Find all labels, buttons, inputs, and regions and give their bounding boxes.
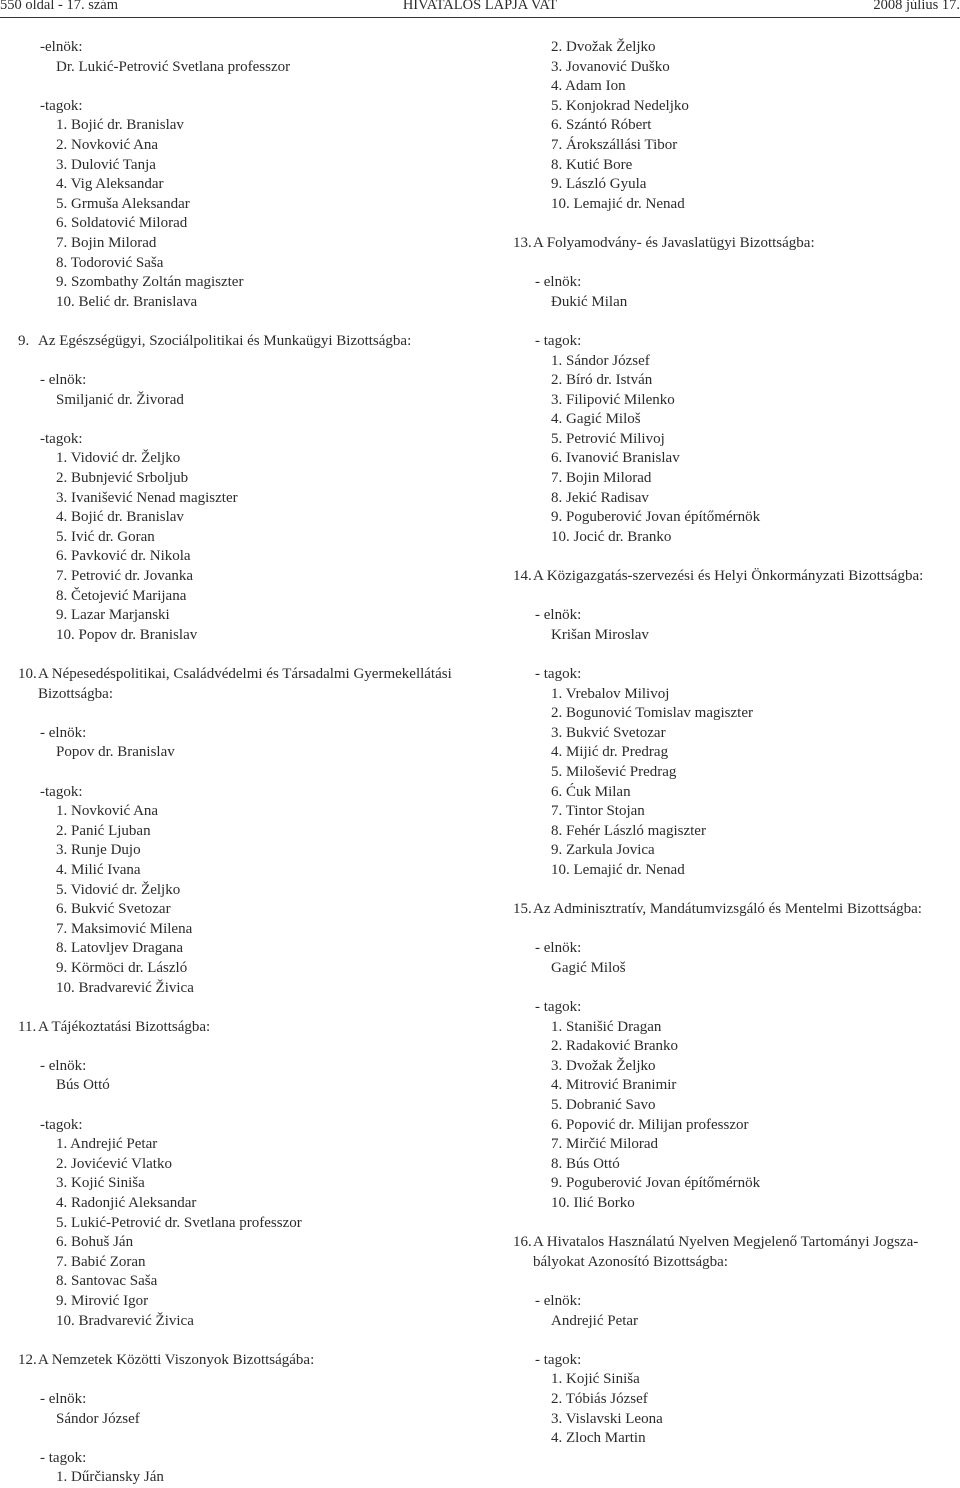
member-item: 6. Szántó Róbert bbox=[551, 117, 652, 134]
member-item: 1. Kojić Siniša bbox=[551, 1371, 640, 1388]
member-item: 6. Ivanović Branislav bbox=[551, 450, 680, 467]
member-item: 9. Szombathy Zoltán magiszter bbox=[56, 274, 244, 291]
member-item: 8. Kutić Bore bbox=[551, 156, 633, 173]
member-item: 10. Ilić Borko bbox=[551, 1195, 635, 1212]
committee-title bbox=[18, 1351, 468, 1371]
member-item: 9. Lazar Marjanski bbox=[56, 607, 170, 624]
member-item: 10. Popov dr. Branislav bbox=[56, 626, 198, 643]
left-column bbox=[18, 38, 468, 1488]
spacer bbox=[18, 312, 468, 332]
member-item: 10. Lemajić dr. Nenad bbox=[551, 195, 685, 212]
spacer bbox=[513, 979, 960, 999]
committee-name: A Nemzetek Közötti Viszonyok Bizottságába: bbox=[38, 1351, 315, 1368]
role-label: - elnök: bbox=[40, 724, 87, 741]
role-label: - elnök: bbox=[535, 607, 582, 624]
role-label: - elnök: bbox=[535, 1293, 582, 1309]
member-item: 7. Bojin Milorad bbox=[56, 234, 157, 251]
member-item: 3. Vislavski Leona bbox=[551, 1410, 663, 1427]
member-item: 7. Árokszállási Tibor bbox=[551, 136, 678, 153]
spacer bbox=[18, 1331, 468, 1351]
member-item: 2. Jovićević Vlatko bbox=[56, 1155, 172, 1172]
chair-name: Andrejić Petar bbox=[551, 1312, 639, 1329]
member-item: 4. Vig Aleksandar bbox=[56, 176, 164, 193]
chair-name: Krišan Miroslav bbox=[551, 626, 649, 643]
member-item: 2. Tóbiás József bbox=[551, 1390, 648, 1407]
member-item: 3. Dulović Tanja bbox=[56, 156, 156, 173]
role-label: -tagok: bbox=[40, 430, 83, 447]
member-item: 1. Bojić dr. Branislav bbox=[56, 117, 184, 134]
spacer bbox=[513, 1214, 960, 1234]
member-item: 8. Todorović Saša bbox=[56, 254, 164, 271]
member-item: 2. Radaković Branko bbox=[551, 1038, 679, 1055]
member-item: 4. Gagić Miloš bbox=[551, 411, 641, 428]
member-item: 10. Bradvarević Živica bbox=[56, 979, 194, 996]
member-item: 1. Andrejić Petar bbox=[56, 1136, 158, 1153]
member-item: 9. Poguberović Jovan építőmérnök bbox=[551, 1175, 761, 1192]
member-item: 10. Belić dr. Branislava bbox=[56, 293, 198, 310]
spacer bbox=[513, 547, 960, 567]
role-label: - tagok: bbox=[535, 999, 582, 1016]
spacer bbox=[513, 1331, 960, 1351]
member-item: 3. Filipović Milenko bbox=[551, 391, 675, 408]
spacer bbox=[18, 77, 468, 97]
role-label: - tagok: bbox=[40, 1449, 87, 1466]
spacer bbox=[18, 1429, 468, 1449]
role-label: - tagok: bbox=[535, 332, 582, 349]
member-item: 2. Bogunović Tomislav magiszter bbox=[551, 705, 753, 722]
member-item: 3. Ivanišević Nenad magiszter bbox=[56, 489, 238, 506]
committee-name: Az Egészségügyi, Szociálpolitikai és Munkaügyi Bizottságba: bbox=[38, 332, 412, 349]
role-label: -tagok: bbox=[40, 97, 83, 114]
member-item: 8. Santovac Saša bbox=[56, 1273, 158, 1290]
chair-name: Sándor József bbox=[56, 1410, 140, 1427]
member-item: 7. Petrović dr. Jovanka bbox=[56, 568, 194, 585]
committee-number: 13. bbox=[513, 234, 532, 251]
member-item: 1. Vrebalov Milivoj bbox=[551, 685, 670, 702]
committee-number: 11. bbox=[18, 1018, 37, 1035]
member-item: 4. Bojić dr. Branislav bbox=[56, 509, 184, 526]
member-item: 5. Vidović dr. Željko bbox=[56, 881, 181, 898]
member-item: 4. Mitrović Branimir bbox=[551, 1077, 677, 1094]
member-item: 3. Jovanović Duško bbox=[551, 58, 670, 75]
member-item: 9. Poguberović Jovan építőmérnök bbox=[551, 509, 761, 526]
member-item: 5. Konjokrad Nedeljko bbox=[551, 97, 689, 114]
member-item: 8. Četojević Marijana bbox=[56, 587, 187, 604]
page-header bbox=[0, 0, 960, 14]
committee-number: 10. bbox=[18, 666, 37, 682]
committee-title bbox=[513, 1233, 960, 1272]
committee-name: A Népesedéspolitikai, Családvédelmi és Társadalmi Gyermekellátási Bizottságba: bbox=[38, 666, 452, 702]
member-item: 7. Maksimović Milena bbox=[56, 920, 193, 937]
committee-number: 9. bbox=[18, 332, 30, 349]
member-item: 8. Fehér László magiszter bbox=[551, 822, 706, 839]
member-item: 8. Latovljev Dragana bbox=[56, 940, 184, 957]
role-label: - elnök: bbox=[40, 1057, 87, 1074]
chair-name: Bús Ottó bbox=[56, 1077, 110, 1094]
spacer bbox=[513, 587, 960, 607]
role-label: - tagok: bbox=[535, 666, 582, 682]
committee-title bbox=[18, 332, 468, 352]
member-item: 4. Mijić dr. Predrag bbox=[551, 744, 669, 761]
header-page-number: 550 oldal - 17. szám bbox=[0, 0, 118, 13]
member-item: 5. Dobranić Savo bbox=[551, 1097, 656, 1114]
member-item: 6. Bohuš Ján bbox=[56, 1234, 134, 1251]
committee-number: 12. bbox=[18, 1351, 37, 1368]
committee-name: A Folyamodvány- és Javaslatügyi Bizottságba: bbox=[533, 234, 815, 251]
member-item: 7. Mirčić Milorad bbox=[551, 1136, 659, 1153]
member-item: 1. Novković Ana bbox=[56, 803, 159, 820]
committee-number: 14. bbox=[513, 568, 532, 585]
committee-title bbox=[18, 665, 468, 704]
committee-title bbox=[513, 567, 960, 587]
member-item: 1. Dűrčiansky Ján bbox=[56, 1469, 164, 1486]
role-label: -tagok: bbox=[40, 783, 83, 800]
member-item: 2. Dvožak Željko bbox=[551, 39, 656, 55]
member-item: 9. László Gyula bbox=[551, 176, 647, 193]
member-item: 10. Bradvarević Živica bbox=[56, 1312, 194, 1329]
spacer bbox=[513, 881, 960, 901]
member-item: 6. Popović dr. Milijan professzor bbox=[551, 1116, 749, 1133]
spacer bbox=[18, 763, 468, 783]
spacer bbox=[18, 645, 468, 665]
role-label: -elnök: bbox=[40, 39, 83, 55]
member-item: 6. Pavković dr. Nikola bbox=[56, 548, 191, 565]
member-item: 6. Soldatović Milorad bbox=[56, 215, 188, 232]
spacer bbox=[18, 1370, 468, 1390]
committee-name: A Közigazgatás-szervezési és Helyi Önkormányzati Bizottságba: bbox=[533, 568, 924, 585]
member-item: 5. Ivić dr. Goran bbox=[56, 528, 155, 545]
spacer bbox=[18, 410, 468, 430]
member-item: 8. Bús Ottó bbox=[551, 1155, 620, 1172]
spacer bbox=[18, 1037, 468, 1057]
role-label: - elnök: bbox=[535, 940, 582, 957]
member-item: 4. Zloch Martin bbox=[551, 1430, 646, 1447]
member-item: 7. Bojin Milorad bbox=[551, 470, 652, 487]
member-item: 9. Zarkula Jovica bbox=[551, 842, 655, 859]
member-item: 10. Lemajić dr. Nenad bbox=[551, 861, 685, 878]
spacer bbox=[18, 352, 468, 372]
spacer bbox=[513, 920, 960, 940]
header-publication: HIVATALOS LAPJA VAT bbox=[402, 0, 558, 13]
spacer bbox=[513, 214, 960, 234]
header-rule bbox=[0, 17, 960, 18]
role-label: - elnök: bbox=[535, 274, 582, 291]
spacer bbox=[18, 704, 468, 724]
member-item: 1. Sándor József bbox=[551, 352, 650, 369]
committee-name: Az Adminisztratív, Mandátumvizsgáló és Mentelmi Bizottságba: bbox=[533, 901, 922, 918]
member-item: 5. Lukić-Petrović dr. Svetlana professzor bbox=[56, 1214, 302, 1231]
member-item: 3. Kojić Siniša bbox=[56, 1175, 145, 1192]
spacer bbox=[513, 312, 960, 332]
member-item: 8. Jekić Radisav bbox=[551, 489, 649, 506]
member-item: 2. Bubnjević Srboljub bbox=[56, 470, 189, 487]
committee-name: A Tájékoztatási Bizottságba: bbox=[38, 1018, 211, 1035]
chair-name: Dr. Lukić-Petrović Svetlana professzor bbox=[56, 58, 291, 75]
member-item: 1. Vidović dr. Željko bbox=[56, 450, 181, 467]
spacer bbox=[513, 254, 960, 274]
committee-number: 15. bbox=[513, 901, 532, 918]
member-item: 2. Novković Ana bbox=[56, 136, 159, 153]
role-label: - elnök: bbox=[40, 372, 87, 389]
committee-name: A Hivatalos Használatú Nyelven Megjelenő Tartományi Jogszabályokat Azonosító Bizottságba: bbox=[533, 1234, 919, 1270]
member-item: 5. Grmuša Aleksandar bbox=[56, 195, 190, 212]
member-item: 9. Mirović Igor bbox=[56, 1293, 149, 1309]
member-item: 3. Runje Dujo bbox=[56, 842, 141, 859]
member-item: 5. Petrović Milivoj bbox=[551, 430, 665, 447]
member-item: 2. Bíró dr. István bbox=[551, 372, 653, 389]
spacer bbox=[18, 998, 468, 1018]
committee-title bbox=[513, 900, 960, 920]
committee-title bbox=[18, 1018, 468, 1038]
chair-name: Gagić Miloš bbox=[551, 959, 626, 976]
member-item: 3. Bukvić Svetozar bbox=[551, 724, 666, 741]
committee-number: 16. bbox=[513, 1234, 532, 1251]
member-item: 10. Jocić dr. Branko bbox=[551, 528, 672, 545]
member-item: 1. Stanišić Dragan bbox=[551, 1018, 662, 1035]
spacer bbox=[513, 645, 960, 665]
member-item: 9. Körmöci dr. László bbox=[56, 959, 188, 976]
member-item: 5. Milošević Predrag bbox=[551, 763, 677, 780]
member-item: 6. Ćuk Milan bbox=[551, 783, 631, 800]
spacer bbox=[18, 1096, 468, 1116]
role-label: -tagok: bbox=[40, 1116, 83, 1133]
member-item: 4. Radonjić Aleksandar bbox=[56, 1195, 197, 1212]
member-item: 6. Bukvić Svetozar bbox=[56, 901, 171, 918]
role-label: - tagok: bbox=[535, 1351, 582, 1368]
member-item: 3. Dvožak Željko bbox=[551, 1057, 656, 1074]
role-label: - elnök: bbox=[40, 1390, 87, 1407]
member-item: 7. Babić Zoran bbox=[56, 1253, 146, 1270]
spacer bbox=[513, 1272, 960, 1292]
header-date: 2008 július 17. bbox=[873, 0, 960, 13]
chair-name: Popov dr. Branislav bbox=[56, 744, 175, 761]
committee-title bbox=[513, 234, 960, 254]
right-column bbox=[513, 38, 960, 1449]
chair-name: Đukić Milan bbox=[551, 293, 628, 310]
member-item: 4. Milić Ivana bbox=[56, 861, 141, 878]
member-item: 7. Tintor Stojan bbox=[551, 803, 645, 820]
member-item: 2. Panić Ljuban bbox=[56, 822, 151, 839]
member-item: 4. Adam Ion bbox=[551, 78, 626, 95]
chair-name: Smiljanić dr. Živorad bbox=[56, 391, 184, 408]
